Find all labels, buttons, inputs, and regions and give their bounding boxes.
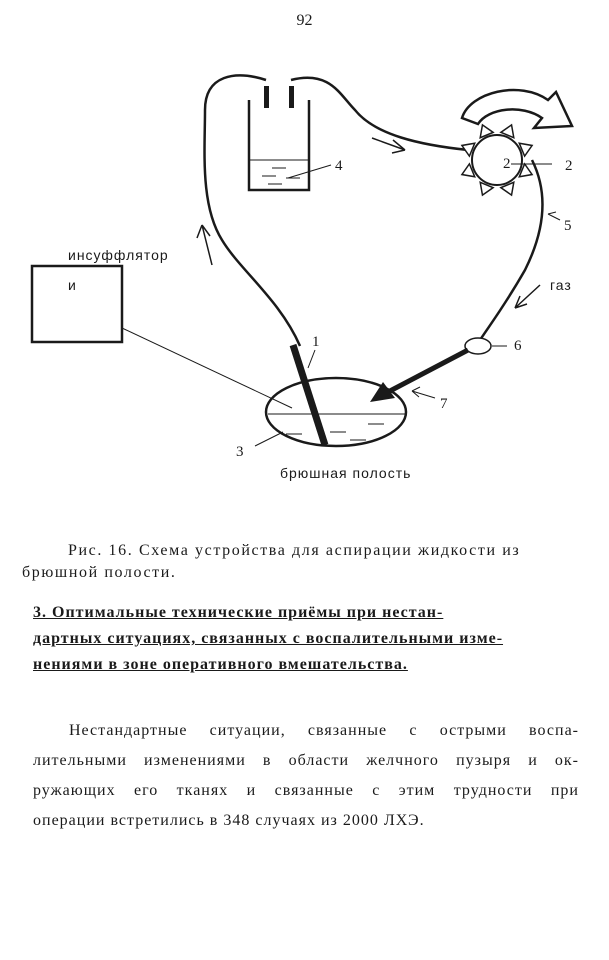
tube-jar-to-pump bbox=[291, 78, 468, 150]
pump bbox=[462, 90, 572, 195]
caption-line-2: брюшной полости. bbox=[22, 564, 177, 581]
pump-rotor bbox=[472, 135, 522, 185]
gas-label: газ bbox=[550, 277, 572, 293]
label-6: 6 bbox=[514, 338, 522, 354]
label-2-inside: 2 bbox=[503, 156, 511, 172]
collection-jar bbox=[249, 100, 309, 190]
gas-needle bbox=[388, 350, 468, 392]
body-paragraph bbox=[33, 716, 579, 836]
label-4: 4 bbox=[335, 158, 343, 174]
abdominal-cavity bbox=[266, 378, 406, 446]
heading-line-2: дартных ситуациях, связанных с воспалительными изме- bbox=[33, 630, 504, 647]
flow-arrow-left bbox=[197, 225, 212, 265]
label-7: 7 bbox=[440, 396, 448, 412]
cavity-pointer-line bbox=[255, 432, 283, 446]
jar-tube-left bbox=[264, 86, 269, 108]
label-3: 3 bbox=[236, 444, 244, 460]
flow-arrow-gas bbox=[515, 285, 540, 308]
heading-line-3: нениями в зоне оперативного вмешательства. bbox=[33, 656, 408, 673]
trocar-pointer-line bbox=[308, 350, 315, 368]
flow-arrow-top bbox=[372, 138, 405, 153]
insufflator-line bbox=[122, 328, 292, 408]
label-5: 5 bbox=[564, 218, 572, 234]
page-number: 92 bbox=[296, 12, 313, 29]
insufflator-label-i: и bbox=[68, 277, 77, 293]
pump-rotation-arrow bbox=[462, 90, 572, 128]
heading-line-1: 3. Оптимальные технические приёмы при нестан- bbox=[33, 604, 444, 621]
needle-pointer-7 bbox=[412, 387, 435, 398]
jar-tube-right bbox=[289, 86, 294, 108]
label-2: 2 bbox=[565, 158, 573, 174]
insufflator-box bbox=[32, 266, 122, 342]
tube-trocar-to-jar bbox=[205, 75, 300, 346]
valve bbox=[465, 338, 491, 354]
tube-pointer-5 bbox=[548, 212, 560, 220]
trocar bbox=[293, 345, 325, 445]
paragraph-line-1: Нестандартные ситуации, связанные с острыми воспа- bbox=[69, 722, 579, 739]
paragraph-line-4: операции встретились в 348 случаях из 2000 ЛХЭ. bbox=[33, 812, 425, 829]
figure-caption bbox=[22, 540, 580, 584]
section-heading bbox=[33, 600, 579, 678]
caption-line-1: Рис. 16. Схема устройства для аспирации жидкости из bbox=[68, 542, 521, 559]
paragraph-line-3: ружающих его тканях и связанные с этим трудности при bbox=[33, 782, 579, 799]
abdominal-cavity-label: брюшная полость bbox=[280, 465, 412, 481]
insufflator-label: инсуффлятор bbox=[68, 247, 169, 263]
label-1: 1 bbox=[312, 334, 320, 350]
paragraph-line-2: лительными изменениями в области желчного пузыря и ок- bbox=[33, 752, 579, 769]
